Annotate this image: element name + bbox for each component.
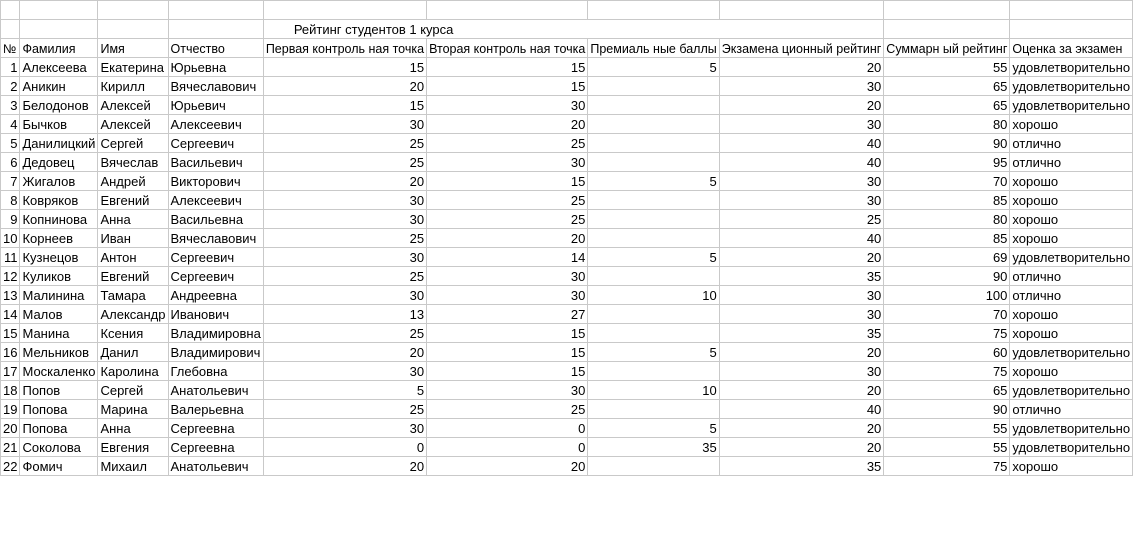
cell-first-name[interactable]: Евгений xyxy=(98,191,168,210)
cell-last-name[interactable]: Алексеева xyxy=(20,58,98,77)
cell-patronymic[interactable]: Васильевна xyxy=(168,210,263,229)
cell-bonus-points[interactable] xyxy=(588,210,719,229)
cell-last-name[interactable]: Малов xyxy=(20,305,98,324)
cell-second-checkpoint[interactable]: 14 xyxy=(427,248,588,267)
cell-total-rating[interactable]: 85 xyxy=(884,229,1010,248)
cell-total-rating[interactable]: 70 xyxy=(884,305,1010,324)
cell-exam-grade[interactable]: отлично xyxy=(1010,286,1133,305)
table-row xyxy=(1,77,1133,96)
cell-number[interactable]: 17 xyxy=(1,362,20,381)
cell-last-name[interactable]: Копнинова xyxy=(20,210,98,229)
cell-number[interactable]: 22 xyxy=(1,457,20,476)
cell-bonus-points[interactable]: 5 xyxy=(588,58,719,77)
cell-patronymic[interactable]: Алексеевич xyxy=(168,115,263,134)
table-title[interactable]: Рейтинг студентов 1 курса xyxy=(263,20,883,39)
cell-first-checkpoint[interactable]: 25 xyxy=(263,400,426,419)
cell-bonus-points[interactable] xyxy=(588,305,719,324)
cell-first-name[interactable]: Алексей xyxy=(98,115,168,134)
cell-second-checkpoint[interactable]: 25 xyxy=(427,134,588,153)
cell-second-checkpoint[interactable]: 25 xyxy=(427,210,588,229)
cell-total-rating[interactable]: 85 xyxy=(884,191,1010,210)
cell-first-checkpoint[interactable]: 30 xyxy=(263,419,426,438)
cell-last-name[interactable]: Попова xyxy=(20,400,98,419)
header-row xyxy=(1,39,1133,58)
cell-second-checkpoint[interactable]: 30 xyxy=(427,153,588,172)
cell-first-checkpoint[interactable]: 20 xyxy=(263,77,426,96)
cell-number[interactable]: 9 xyxy=(1,210,20,229)
cell-exam-grade[interactable]: хорошо xyxy=(1010,229,1133,248)
cell-exam-grade[interactable]: удовлетворительно xyxy=(1010,77,1133,96)
cell-first-checkpoint[interactable]: 30 xyxy=(263,210,426,229)
table-row xyxy=(1,153,1133,172)
cell-last-name[interactable]: Попова xyxy=(20,419,98,438)
cell-bonus-points[interactable]: 5 xyxy=(588,172,719,191)
cell-exam-rating[interactable]: 35 xyxy=(719,324,884,343)
cell-exam-rating[interactable]: 40 xyxy=(719,153,884,172)
cell-first-name[interactable]: Анна xyxy=(98,419,168,438)
cell-exam-grade[interactable]: отлично xyxy=(1010,134,1133,153)
cell-last-name[interactable]: Москаленко xyxy=(20,362,98,381)
cell-number[interactable]: 6 xyxy=(1,153,20,172)
cell-patronymic[interactable]: Сергеевич xyxy=(168,134,263,153)
cell-patronymic[interactable]: Владимирович xyxy=(168,343,263,362)
cell-bonus-points[interactable] xyxy=(588,324,719,343)
cell-exam-rating[interactable]: 20 xyxy=(719,58,884,77)
cell-second-checkpoint[interactable]: 30 xyxy=(427,96,588,115)
cell-total-rating[interactable]: 55 xyxy=(884,438,1010,457)
cell-patronymic[interactable]: Вячеславович xyxy=(168,229,263,248)
cell-patronymic[interactable]: Сергеевна xyxy=(168,438,263,457)
cell-first-checkpoint[interactable]: 15 xyxy=(263,96,426,115)
cell-first-name[interactable]: Андрей xyxy=(98,172,168,191)
table-row xyxy=(1,134,1133,153)
cell-last-name[interactable]: Куликов xyxy=(20,267,98,286)
cell-number[interactable]: 21 xyxy=(1,438,20,457)
cell-first-checkpoint[interactable]: 25 xyxy=(263,229,426,248)
cell-number[interactable]: 8 xyxy=(1,191,20,210)
cell-second-checkpoint[interactable]: 15 xyxy=(427,324,588,343)
cell-number[interactable]: 1 xyxy=(1,58,20,77)
cell-first-checkpoint[interactable]: 25 xyxy=(263,153,426,172)
cell-first-checkpoint[interactable]: 25 xyxy=(263,267,426,286)
cell-total-rating[interactable]: 70 xyxy=(884,172,1010,191)
cell-total-rating[interactable]: 65 xyxy=(884,96,1010,115)
cell-number[interactable]: 14 xyxy=(1,305,20,324)
cell-bonus-points[interactable] xyxy=(588,96,719,115)
cell-second-checkpoint[interactable]: 0 xyxy=(427,438,588,457)
header-exam-grade[interactable]: Оценка за экзамен xyxy=(1010,39,1133,58)
cell-exam-grade[interactable]: удовлетворительно xyxy=(1010,438,1133,457)
cell-second-checkpoint[interactable]: 15 xyxy=(427,58,588,77)
cell-second-checkpoint[interactable]: 30 xyxy=(427,267,588,286)
cell-total-rating[interactable]: 55 xyxy=(884,419,1010,438)
cell-exam-rating[interactable]: 35 xyxy=(719,457,884,476)
cell-patronymic[interactable]: Алексеевич xyxy=(168,191,263,210)
cell-total-rating[interactable]: 95 xyxy=(884,153,1010,172)
cell-bonus-points[interactable]: 5 xyxy=(588,419,719,438)
cell-exam-rating[interactable]: 25 xyxy=(719,210,884,229)
cell-last-name[interactable]: Мельников xyxy=(20,343,98,362)
cell-total-rating[interactable]: 60 xyxy=(884,343,1010,362)
cell-number[interactable]: 7 xyxy=(1,172,20,191)
cell-exam-rating[interactable]: 40 xyxy=(719,134,884,153)
cell-bonus-points[interactable]: 10 xyxy=(588,286,719,305)
cell-bonus-points[interactable] xyxy=(588,362,719,381)
cell-first-name[interactable]: Иван xyxy=(98,229,168,248)
cell-exam-grade[interactable]: хорошо xyxy=(1010,324,1133,343)
cell-first-name[interactable]: Сергей xyxy=(98,381,168,400)
cell-patronymic[interactable]: Викторович xyxy=(168,172,263,191)
header-second-checkpoint[interactable]: Вторая контроль ная точка xyxy=(427,39,588,58)
cell-patronymic[interactable]: Сергеевич xyxy=(168,248,263,267)
table-row xyxy=(1,267,1133,286)
cell-total-rating[interactable]: 100 xyxy=(884,286,1010,305)
cell-first-checkpoint[interactable]: 0 xyxy=(263,438,426,457)
cell-second-checkpoint[interactable]: 30 xyxy=(427,286,588,305)
cell-first-name[interactable]: Михаил xyxy=(98,457,168,476)
cell-first-name[interactable]: Алексей xyxy=(98,96,168,115)
cell-last-name[interactable]: Малинина xyxy=(20,286,98,305)
cell-exam-grade[interactable]: отлично xyxy=(1010,267,1133,286)
cell-total-rating[interactable]: 75 xyxy=(884,457,1010,476)
cell-first-checkpoint[interactable]: 30 xyxy=(263,191,426,210)
cell-exam-grade[interactable]: хорошо xyxy=(1010,305,1133,324)
table-row xyxy=(1,362,1133,381)
cell-exam-rating[interactable]: 30 xyxy=(719,115,884,134)
cell-first-checkpoint[interactable]: 30 xyxy=(263,248,426,267)
cell-patronymic[interactable]: Валерьевна xyxy=(168,400,263,419)
cell-bonus-points[interactable]: 5 xyxy=(588,248,719,267)
header-first-checkpoint[interactable]: Первая контроль ная точка xyxy=(263,39,426,58)
cell-first-name[interactable]: Екатерина xyxy=(98,58,168,77)
cell-bonus-points[interactable] xyxy=(588,77,719,96)
cell-bonus-points[interactable] xyxy=(588,229,719,248)
cell-number[interactable]: 2 xyxy=(1,77,20,96)
cell-last-name[interactable]: Белодонов xyxy=(20,96,98,115)
cell-number[interactable]: 15 xyxy=(1,324,20,343)
table-row xyxy=(1,210,1133,229)
cell-last-name[interactable]: Соколова xyxy=(20,438,98,457)
cell-first-name[interactable]: Антон xyxy=(98,248,168,267)
cell-last-name[interactable]: Бычков xyxy=(20,115,98,134)
table-row xyxy=(1,115,1133,134)
cell-total-rating[interactable]: 65 xyxy=(884,381,1010,400)
cell-bonus-points[interactable]: 10 xyxy=(588,381,719,400)
cell-first-name[interactable]: Александр xyxy=(98,305,168,324)
cell-first-name[interactable]: Марина xyxy=(98,400,168,419)
cell-bonus-points[interactable] xyxy=(588,115,719,134)
header-bonus-points[interactable]: Премиаль ные баллы xyxy=(588,39,719,58)
cell-exam-rating[interactable]: 30 xyxy=(719,172,884,191)
cell-bonus-points[interactable]: 5 xyxy=(588,343,719,362)
cell-total-rating[interactable]: 69 xyxy=(884,248,1010,267)
cell-number[interactable]: 5 xyxy=(1,134,20,153)
cell-last-name[interactable]: Ковряков xyxy=(20,191,98,210)
cell-last-name[interactable]: Аникин xyxy=(20,77,98,96)
table-row xyxy=(1,191,1133,210)
cell-second-checkpoint[interactable]: 30 xyxy=(427,381,588,400)
cell-patronymic[interactable]: Сергеевна xyxy=(168,419,263,438)
cell-patronymic[interactable]: Иванович xyxy=(168,305,263,324)
cell-number[interactable]: 20 xyxy=(1,419,20,438)
cell-bonus-points[interactable] xyxy=(588,134,719,153)
cell-exam-rating[interactable]: 30 xyxy=(719,362,884,381)
table-row xyxy=(1,438,1133,457)
cell-first-checkpoint[interactable]: 5 xyxy=(263,381,426,400)
cell-exam-grade[interactable]: хорошо xyxy=(1010,362,1133,381)
cell-exam-grade[interactable]: отлично xyxy=(1010,400,1133,419)
cell-patronymic[interactable]: Андреевна xyxy=(168,286,263,305)
cell-bonus-points[interactable] xyxy=(588,191,719,210)
cell-exam-grade[interactable]: удовлетворительно xyxy=(1010,58,1133,77)
cell-bonus-points[interactable]: 35 xyxy=(588,438,719,457)
cell-patronymic[interactable]: Анатольевич xyxy=(168,381,263,400)
cell-bonus-points[interactable] xyxy=(588,457,719,476)
cell-exam-rating[interactable]: 20 xyxy=(719,96,884,115)
cell-exam-grade[interactable]: хорошо xyxy=(1010,457,1133,476)
cell-total-rating[interactable]: 80 xyxy=(884,115,1010,134)
cell-first-checkpoint[interactable]: 15 xyxy=(263,58,426,77)
table-row xyxy=(1,457,1133,476)
cell-exam-rating[interactable]: 20 xyxy=(719,248,884,267)
header-number[interactable]: № xyxy=(1,39,20,58)
cell-last-name[interactable]: Попов xyxy=(20,381,98,400)
cell-total-rating[interactable]: 90 xyxy=(884,267,1010,286)
cell-second-checkpoint[interactable]: 0 xyxy=(427,419,588,438)
cell-patronymic[interactable]: Анатольевич xyxy=(168,457,263,476)
empty-row xyxy=(1,1,1133,20)
cell-number[interactable]: 10 xyxy=(1,229,20,248)
table-row xyxy=(1,343,1133,362)
cell-exam-grade[interactable]: хорошо xyxy=(1010,172,1133,191)
cell-patronymic[interactable]: Юрьевич xyxy=(168,96,263,115)
cell-exam-grade[interactable]: удовлетворительно xyxy=(1010,419,1133,438)
cell-first-name[interactable]: Кирилл xyxy=(98,77,168,96)
cell-first-checkpoint[interactable]: 30 xyxy=(263,286,426,305)
table-row xyxy=(1,324,1133,343)
cell-second-checkpoint[interactable]: 27 xyxy=(427,305,588,324)
title-row xyxy=(1,20,1133,39)
header-first-name[interactable]: Имя xyxy=(98,39,168,58)
table-row xyxy=(1,419,1133,438)
cell-first-name[interactable]: Каролина xyxy=(98,362,168,381)
table-row xyxy=(1,381,1133,400)
cell-last-name[interactable]: Корнеев xyxy=(20,229,98,248)
cell-patronymic[interactable]: Глебовна xyxy=(168,362,263,381)
cell-exam-rating[interactable]: 35 xyxy=(719,267,884,286)
cell-exam-grade[interactable]: отлично xyxy=(1010,153,1133,172)
cell-exam-rating[interactable]: 30 xyxy=(719,286,884,305)
cell-first-checkpoint[interactable]: 13 xyxy=(263,305,426,324)
cell-first-name[interactable]: Ксения xyxy=(98,324,168,343)
cell-first-checkpoint[interactable]: 25 xyxy=(263,324,426,343)
header-last-name[interactable]: Фамилия xyxy=(20,39,98,58)
cell-last-name[interactable]: Кузнецов xyxy=(20,248,98,267)
cell-total-rating[interactable]: 65 xyxy=(884,77,1010,96)
cell-second-checkpoint[interactable]: 20 xyxy=(427,457,588,476)
cell-exam-rating[interactable]: 20 xyxy=(719,381,884,400)
cell-second-checkpoint[interactable]: 20 xyxy=(427,229,588,248)
cell-first-name[interactable]: Тамара xyxy=(98,286,168,305)
cell-exam-rating[interactable]: 40 xyxy=(719,400,884,419)
cell-number[interactable]: 19 xyxy=(1,400,20,419)
cell-exam-rating[interactable]: 20 xyxy=(719,419,884,438)
cell-exam-rating[interactable]: 30 xyxy=(719,305,884,324)
cell-patronymic[interactable]: Юрьевна xyxy=(168,58,263,77)
cell-exam-grade[interactable]: хорошо xyxy=(1010,191,1133,210)
cell-first-checkpoint[interactable]: 20 xyxy=(263,343,426,362)
cell-second-checkpoint[interactable]: 15 xyxy=(427,77,588,96)
cell-exam-grade[interactable]: удовлетворительно xyxy=(1010,343,1133,362)
header-patronymic[interactable]: Отчество xyxy=(168,39,263,58)
cell-first-name[interactable]: Данил xyxy=(98,343,168,362)
cell-first-checkpoint[interactable]: 30 xyxy=(263,115,426,134)
cell-exam-rating[interactable]: 40 xyxy=(719,229,884,248)
cell-last-name[interactable]: Фомич xyxy=(20,457,98,476)
cell-second-checkpoint[interactable]: 25 xyxy=(427,400,588,419)
cell-total-rating[interactable]: 75 xyxy=(884,362,1010,381)
cell-first-name[interactable]: Сергей xyxy=(98,134,168,153)
cell-last-name[interactable]: Дедовец xyxy=(20,153,98,172)
cell-first-name[interactable]: Вячеслав xyxy=(98,153,168,172)
cell-second-checkpoint[interactable]: 25 xyxy=(427,191,588,210)
cell-first-checkpoint[interactable]: 20 xyxy=(263,457,426,476)
header-total-rating[interactable]: Суммарн ый рейтинг xyxy=(884,39,1010,58)
cell-patronymic[interactable]: Сергеевич xyxy=(168,267,263,286)
cell-exam-grade[interactable]: удовлетворительно xyxy=(1010,248,1133,267)
cell-exam-rating[interactable]: 20 xyxy=(719,438,884,457)
cell-last-name[interactable]: Жигалов xyxy=(20,172,98,191)
cell-patronymic[interactable]: Васильевич xyxy=(168,153,263,172)
table-row xyxy=(1,400,1133,419)
cell-exam-grade[interactable]: удовлетворительно xyxy=(1010,381,1133,400)
cell-total-rating[interactable]: 90 xyxy=(884,134,1010,153)
cell-total-rating[interactable]: 75 xyxy=(884,324,1010,343)
cell-first-name[interactable]: Евгений xyxy=(98,267,168,286)
cell-bonus-points[interactable] xyxy=(588,400,719,419)
cell-number[interactable]: 13 xyxy=(1,286,20,305)
table-row xyxy=(1,172,1133,191)
table-row xyxy=(1,248,1133,267)
header-exam-rating[interactable]: Экзамена ционный рейтинг xyxy=(719,39,884,58)
cell-exam-grade[interactable]: хорошо xyxy=(1010,210,1133,229)
cell-patronymic[interactable]: Владимировна xyxy=(168,324,263,343)
cell-patronymic[interactable]: Вячеславович xyxy=(168,77,263,96)
cell-exam-grade[interactable]: хорошо xyxy=(1010,115,1133,134)
cell-exam-grade[interactable]: удовлетворительно xyxy=(1010,96,1133,115)
table-row xyxy=(1,305,1133,324)
cell-exam-rating[interactable]: 30 xyxy=(719,191,884,210)
cell-exam-rating[interactable]: 20 xyxy=(719,343,884,362)
cell-second-checkpoint[interactable]: 20 xyxy=(427,115,588,134)
cell-bonus-points[interactable] xyxy=(588,267,719,286)
cell-number[interactable]: 12 xyxy=(1,267,20,286)
cell-first-checkpoint[interactable]: 20 xyxy=(263,172,426,191)
cell-first-checkpoint[interactable]: 25 xyxy=(263,134,426,153)
table-row xyxy=(1,229,1133,248)
table-row xyxy=(1,96,1133,115)
cell-number[interactable]: 4 xyxy=(1,115,20,134)
cell-number[interactable]: 3 xyxy=(1,96,20,115)
cell-total-rating[interactable]: 55 xyxy=(884,58,1010,77)
cell-first-name[interactable]: Анна xyxy=(98,210,168,229)
cell-second-checkpoint[interactable]: 15 xyxy=(427,172,588,191)
cell-last-name[interactable]: Данилицкий xyxy=(20,134,98,153)
cell-bonus-points[interactable] xyxy=(588,153,719,172)
cell-total-rating[interactable]: 90 xyxy=(884,400,1010,419)
cell-number[interactable]: 16 xyxy=(1,343,20,362)
cell-first-name[interactable]: Евгения xyxy=(98,438,168,457)
cell-number[interactable]: 11 xyxy=(1,248,20,267)
cell-first-checkpoint[interactable]: 30 xyxy=(263,362,426,381)
cell-total-rating[interactable]: 80 xyxy=(884,210,1010,229)
cell-second-checkpoint[interactable]: 15 xyxy=(427,362,588,381)
cell-number[interactable]: 18 xyxy=(1,381,20,400)
table-row xyxy=(1,286,1133,305)
cell-second-checkpoint[interactable]: 15 xyxy=(427,343,588,362)
cell-last-name[interactable]: Манина xyxy=(20,324,98,343)
cell-exam-rating[interactable]: 30 xyxy=(719,77,884,96)
table-row xyxy=(1,58,1133,77)
